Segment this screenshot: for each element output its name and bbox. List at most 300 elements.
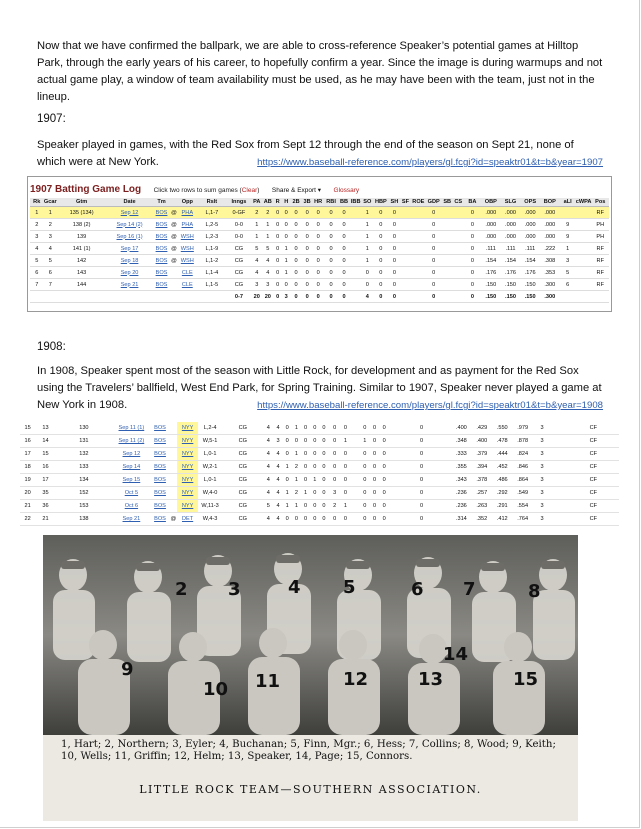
table-cell: .176: [481, 267, 501, 279]
table-row[interactable]: [30, 255, 609, 267]
column-header[interactable]: Inngs: [227, 198, 252, 207]
table-cell[interactable]: NYY: [177, 500, 197, 513]
glossary-link[interactable]: Glossary: [333, 187, 360, 194]
totals-cell: 0: [291, 291, 302, 303]
column-header[interactable]: GDP: [427, 199, 440, 205]
table-cell: 0: [324, 231, 339, 243]
table-cell: 3: [533, 474, 551, 487]
table-cell[interactable]: BOS: [151, 513, 169, 526]
table-cell: .348: [451, 435, 471, 448]
table-cell: [398, 422, 408, 435]
table-cell[interactable]: NYY: [177, 448, 197, 461]
column-header[interactable]: SB: [443, 199, 452, 205]
table-cell: 3: [30, 231, 44, 243]
table-cell: 0: [373, 255, 389, 267]
table-cell: L,1-5: [197, 279, 227, 291]
table-cell: .150: [520, 279, 540, 291]
table-cell: .452: [492, 461, 512, 474]
column-header[interactable]: BA: [464, 198, 481, 207]
table-cell: [453, 207, 464, 219]
totals-cell: [592, 291, 609, 303]
table-row[interactable]: [20, 487, 619, 500]
table-cell: CF: [568, 461, 619, 474]
table-cell: 0: [338, 219, 349, 231]
table-cell: [398, 435, 408, 448]
table-row[interactable]: [30, 207, 609, 219]
table-cell[interactable]: WSH: [177, 255, 197, 267]
table-cell: PH: [592, 219, 609, 231]
table-cell: 131: [56, 435, 112, 448]
table-cell: .444: [492, 448, 512, 461]
table-cell[interactable]: DET: [177, 513, 197, 526]
table-cell[interactable]: BOS: [153, 207, 170, 219]
table-cell[interactable]: Sep 14 (2): [106, 219, 153, 231]
table-cell: 4: [273, 487, 282, 500]
table-cell: 0: [301, 448, 310, 461]
table-cell: 14: [35, 435, 55, 448]
column-header[interactable]: Opp: [177, 198, 197, 207]
table-cell: [551, 435, 559, 448]
table-cell: 0: [301, 435, 310, 448]
table-cell[interactable]: Sep 21: [106, 279, 153, 291]
table-cell: 0: [302, 207, 313, 219]
table-cell: [453, 219, 464, 231]
table-cell: 4: [273, 461, 282, 474]
table-cell: .176: [520, 267, 540, 279]
table-cell[interactable]: BOS: [153, 243, 170, 255]
table-cell[interactable]: Sep 18: [106, 255, 153, 267]
table-cell[interactable]: BOS: [153, 279, 170, 291]
table-cell: 1: [362, 255, 373, 267]
table-cell: 3: [329, 487, 341, 500]
table-cell: 0: [380, 448, 389, 461]
table-cell[interactable]: NYY: [177, 422, 197, 435]
table-cell[interactable]: BOS: [151, 500, 169, 513]
table-cell: 1: [30, 207, 44, 219]
table-cell: @: [170, 231, 177, 243]
table-cell: 2: [292, 461, 301, 474]
table-cell: .300: [540, 279, 560, 291]
table-cell: 0: [329, 461, 341, 474]
totals-cell: 0: [389, 291, 400, 303]
table-cell: [551, 448, 559, 461]
table-cell: CG: [222, 513, 263, 526]
player-number-label: 15: [513, 669, 539, 690]
column-header[interactable]: Tm: [153, 198, 170, 207]
table-cell: @: [170, 219, 177, 231]
table-cell: 142: [57, 255, 106, 267]
table-cell[interactable]: BOS: [151, 422, 169, 435]
table-cell: [576, 255, 592, 267]
table-cell: .355: [451, 461, 471, 474]
table-cell: 35: [35, 487, 55, 500]
table-cell: 0: [464, 279, 481, 291]
table-cell: 0: [301, 474, 310, 487]
player-number-label: 9: [121, 659, 134, 680]
table-cell: 1: [292, 448, 301, 461]
table-cell: 0: [464, 255, 481, 267]
table-cell: 0: [313, 219, 324, 231]
heading-1908: 1908:: [37, 341, 66, 353]
table-cell: .000: [481, 207, 501, 219]
table-row[interactable]: [30, 279, 609, 291]
table-cell[interactable]: BOS: [151, 474, 169, 487]
table-cell: 6: [30, 267, 44, 279]
table-cell: 0: [301, 513, 310, 526]
column-header[interactable]: RBI: [324, 198, 339, 207]
table-cell: 0: [273, 243, 282, 255]
column-header[interactable]: SO: [363, 199, 372, 205]
table-row[interactable]: [30, 243, 609, 255]
table-cell: 0: [338, 279, 349, 291]
table-row[interactable]: [20, 474, 619, 487]
table-row[interactable]: [20, 461, 619, 474]
totals-cell: [576, 291, 592, 303]
column-header[interactable]: SH: [390, 199, 399, 205]
table-cell: .846: [512, 461, 532, 474]
table-cell: [453, 243, 464, 255]
table-cell: CG: [222, 474, 263, 487]
table-cell: .150: [481, 279, 501, 291]
table-cell: [551, 422, 559, 435]
table-cell: 0: [373, 279, 389, 291]
table-cell: [398, 513, 408, 526]
table-row[interactable]: [30, 267, 609, 279]
table-cell: 0: [324, 267, 339, 279]
table-cell[interactable]: CLE: [177, 279, 197, 291]
table-cell: 134: [56, 474, 112, 487]
table-cell: 5: [251, 243, 262, 255]
table-cell: 18: [20, 461, 35, 474]
table-cell: [350, 219, 362, 231]
table-cell: 16: [20, 435, 35, 448]
table-cell: [398, 461, 408, 474]
table-cell: 0: [283, 422, 292, 435]
table-cell: CG: [227, 255, 252, 267]
table-cell: [398, 500, 408, 513]
table-cell: 0: [302, 279, 313, 291]
table-cell: [453, 231, 464, 243]
share-export-button[interactable]: Share & Export ▾: [271, 187, 322, 194]
table-cell: 2: [251, 207, 262, 219]
table-cell: 0: [283, 513, 292, 526]
totals-cell: [442, 291, 453, 303]
table-cell: 1: [360, 435, 369, 448]
column-header[interactable]: BOP: [540, 198, 560, 207]
table-cell: [169, 435, 177, 448]
table-cell: [576, 243, 592, 255]
totals-cell: .150: [481, 291, 501, 303]
table-cell: [559, 513, 567, 526]
table-cell: 0: [291, 255, 302, 267]
table-cell: 0: [324, 243, 339, 255]
table-cell[interactable]: PHA: [177, 219, 197, 231]
table-cell[interactable]: NYY: [177, 461, 197, 474]
table-cell: [435, 435, 443, 448]
table-cell: 4: [263, 461, 273, 474]
table-cell: [559, 487, 567, 500]
table-cell: .236: [451, 487, 471, 500]
table-cell: [442, 243, 453, 255]
clear-link[interactable]: Clear: [241, 187, 258, 194]
table-cell: 1: [362, 231, 373, 243]
table-cell[interactable]: Sep 11 (1): [112, 422, 151, 435]
table-cell: 0: [338, 267, 349, 279]
table-cell: [443, 461, 451, 474]
table-cell: 0-0: [227, 219, 252, 231]
table-cell: [443, 435, 451, 448]
column-header[interactable]: SF: [401, 199, 410, 205]
table-cell[interactable]: Sep 15: [112, 474, 151, 487]
table-cell: .000: [520, 207, 540, 219]
table-cell[interactable]: PHA: [177, 207, 197, 219]
table-cell: 7: [30, 279, 44, 291]
table-cell: CG: [227, 267, 252, 279]
column-header[interactable]: Rk: [30, 198, 44, 207]
table-cell: 0: [464, 207, 481, 219]
table-cell[interactable]: BOS: [151, 461, 169, 474]
table-cell: 0: [341, 461, 350, 474]
table-cell: 3: [533, 461, 551, 474]
table-cell: 0: [360, 461, 369, 474]
table-cell[interactable]: NYY: [177, 435, 197, 448]
table-cell: [559, 435, 567, 448]
game-log-1907: [27, 176, 612, 312]
table-cell: 4: [263, 422, 273, 435]
table-cell: 1: [283, 461, 292, 474]
table-cell: 1: [251, 219, 262, 231]
table-cell: .378: [472, 474, 492, 487]
table-cell[interactable]: Sep 12: [112, 448, 151, 461]
table-cell: L,2-4: [198, 422, 223, 435]
table-cell: [169, 461, 177, 474]
table-cell[interactable]: BOS: [153, 219, 170, 231]
table-cell: 141 (1): [57, 243, 106, 255]
table-cell: .554: [512, 500, 532, 513]
table-cell: L,1-4: [197, 267, 227, 279]
table-cell: RF: [592, 243, 609, 255]
table-cell: 139: [57, 231, 106, 243]
table-cell: .550: [492, 422, 512, 435]
table-cell: 0: [341, 487, 350, 500]
table-cell: 1: [341, 500, 350, 513]
table-cell: 3: [273, 435, 282, 448]
totals-cell: 0: [373, 291, 389, 303]
totals-cell: 0: [426, 291, 442, 303]
table-cell: [389, 513, 398, 526]
table-cell: 0: [464, 267, 481, 279]
table-cell: [559, 461, 567, 474]
column-header[interactable]: ROE: [412, 199, 425, 205]
table-cell[interactable]: CLE: [177, 267, 197, 279]
table-cell: 13: [35, 422, 55, 435]
table-row[interactable]: [20, 435, 619, 448]
table-cell: 4: [44, 243, 58, 255]
table-cell: 0: [380, 487, 389, 500]
table-cell: .000: [520, 231, 540, 243]
table-cell: 0: [380, 474, 389, 487]
table-row[interactable]: [20, 500, 619, 513]
column-header[interactable]: cWPA: [575, 199, 592, 205]
photo-caption: 1, Hart; 2, Northern; 3, Eyler; 4, Buchanan; 5, Finn, Mgr.; 6, Hess; 7, Collins; 8, Wood; 9, Keith; 10, Wells; 11, Griffin; 12, Helm; 13, Speaker, 14, Page; 15, Connors.: [61, 739, 556, 762]
totals-cell: 0: [313, 291, 324, 303]
table-cell: 0: [310, 500, 319, 513]
table-cell: [551, 500, 559, 513]
table-cell: [442, 267, 453, 279]
table-cell: 0: [380, 461, 389, 474]
table-cell: 1: [362, 207, 373, 219]
column-header[interactable]: OPS: [520, 198, 540, 207]
table-cell[interactable]: Sep 14: [112, 461, 151, 474]
table-cell: 17: [35, 474, 55, 487]
table-cell: 1: [292, 500, 301, 513]
table-cell: [442, 279, 453, 291]
table-cell: [559, 448, 567, 461]
table-cell[interactable]: BOS: [153, 267, 170, 279]
table-cell: .150: [501, 279, 521, 291]
column-header[interactable]: PA: [253, 199, 261, 205]
table-cell: RF: [592, 279, 609, 291]
column-header[interactable]: IBB: [350, 199, 361, 205]
table-cell: 3: [533, 435, 551, 448]
column-header[interactable]: 2B: [292, 199, 300, 205]
table-cell: [435, 461, 443, 474]
table-cell: 1: [292, 422, 301, 435]
table-cell: .412: [492, 513, 512, 526]
paragraph-1908: [37, 363, 603, 414]
table-cell: 0: [341, 448, 350, 461]
table-cell: [551, 513, 559, 526]
totals-row: [30, 291, 609, 303]
table-cell: 4: [263, 448, 273, 461]
table-cell[interactable]: Sep 21: [112, 513, 151, 526]
table-cell: 138 (2): [57, 219, 106, 231]
column-header[interactable]: AB: [263, 199, 272, 205]
table-cell[interactable]: BOS: [151, 487, 169, 500]
table-cell: 0: [329, 513, 341, 526]
table-cell: 0: [341, 513, 350, 526]
table-cell: [350, 435, 360, 448]
table-cell: 0: [360, 500, 369, 513]
table-cell[interactable]: BOS: [153, 231, 170, 243]
table-cell: 0: [426, 207, 442, 219]
column-header[interactable]: HR: [314, 199, 323, 205]
table-cell: [400, 255, 411, 267]
table-cell: 0: [389, 207, 400, 219]
column-header[interactable]: HBP: [373, 198, 389, 207]
totals-cell: .300: [540, 291, 560, 303]
table-cell: [559, 474, 567, 487]
table-cell: [350, 500, 360, 513]
table-row[interactable]: [30, 231, 609, 243]
table-cell[interactable]: BOS: [151, 448, 169, 461]
table-cell: CG: [222, 500, 263, 513]
table-cell[interactable]: WSH: [177, 243, 197, 255]
column-header[interactable]: 3B: [303, 199, 311, 205]
link-1907-game-log[interactable]: https://www.baseball-reference.com/players/gl.fcgi?id=speaktr01&t=b&year=1907: [257, 157, 603, 168]
table-cell: 0: [464, 243, 481, 255]
table-cell: 3: [533, 487, 551, 500]
table-cell: 1: [362, 243, 373, 255]
totals-cell: [411, 291, 426, 303]
column-header[interactable]: Pos: [592, 198, 609, 207]
table-cell: [443, 422, 451, 435]
table-cell: [411, 231, 426, 243]
table-cell[interactable]: Sep 11 (2): [112, 435, 151, 448]
heading-1907: 1907:: [37, 113, 66, 125]
table-cell[interactable]: NYY: [177, 487, 197, 500]
table-cell: 15: [20, 422, 35, 435]
table-cell: 1: [341, 435, 350, 448]
table-cell: 144: [57, 279, 106, 291]
table-cell: 0: [310, 487, 319, 500]
sum-games-note: Click two rows to sum games (Clear): [153, 187, 260, 194]
table-row[interactable]: [20, 448, 619, 461]
column-header[interactable]: SLG: [501, 198, 521, 207]
table-cell[interactable]: Oct 5: [112, 487, 151, 500]
table-cell: 0: [292, 513, 301, 526]
column-header[interactable]: [170, 198, 177, 207]
table-cell: [435, 487, 443, 500]
column-header[interactable]: BB: [339, 199, 349, 205]
table-cell[interactable]: NYY: [177, 474, 197, 487]
photo-caption-title: LITTLE ROCK TEAM—SOUTHERN ASSOCIATION.: [139, 783, 482, 796]
column-header[interactable]: Rslt: [197, 198, 227, 207]
column-header[interactable]: Gcar: [43, 199, 57, 205]
table-cell[interactable]: WSH: [177, 231, 197, 243]
column-header[interactable]: OBP: [481, 198, 501, 207]
table-cell: W,5-1: [198, 435, 223, 448]
table-cell[interactable]: Oct 6: [112, 500, 151, 513]
table-cell: 0: [426, 243, 442, 255]
totals-cell: [453, 291, 464, 303]
table-cell: 16: [35, 461, 55, 474]
table-cell: 0: [369, 422, 379, 435]
table-cell[interactable]: BOS: [151, 435, 169, 448]
column-header[interactable]: R: [273, 198, 282, 207]
table-row[interactable]: [20, 513, 619, 526]
table-cell: [443, 448, 451, 461]
link-1908-game-log[interactable]: https://www.baseball-reference.com/players/gl.fcgi?id=speaktr01&t=b&year=1908: [257, 400, 603, 411]
table-row[interactable]: [30, 219, 609, 231]
column-header[interactable]: CS: [454, 199, 463, 205]
column-header[interactable]: aLI: [560, 198, 576, 207]
table-cell: 22: [20, 513, 35, 526]
table-cell[interactable]: Sep 12: [106, 207, 153, 219]
table-cell: RF: [592, 255, 609, 267]
table-cell[interactable]: Sep 17: [106, 243, 153, 255]
column-header[interactable]: Gtm: [57, 198, 106, 207]
table-cell: .000: [540, 231, 560, 243]
totals-cell: [177, 291, 197, 303]
column-header[interactable]: Date: [106, 198, 153, 207]
table-cell: 0: [360, 422, 369, 435]
table-row[interactable]: [20, 422, 619, 435]
table-cell: 0: [408, 422, 435, 435]
table-cell: 0: [341, 422, 350, 435]
table-cell: 0: [373, 207, 389, 219]
column-header[interactable]: H: [282, 198, 291, 207]
table-cell: W,4-0: [198, 487, 223, 500]
table-cell[interactable]: BOS: [153, 255, 170, 267]
table-cell: 15: [35, 448, 55, 461]
table-cell[interactable]: Sep 20: [106, 267, 153, 279]
table-cell[interactable]: Sep 16 (1): [106, 231, 153, 243]
table-cell: [411, 243, 426, 255]
table-cell: 0: [291, 243, 302, 255]
table-cell: L,1-2: [197, 255, 227, 267]
table-cell: 130: [56, 422, 112, 435]
